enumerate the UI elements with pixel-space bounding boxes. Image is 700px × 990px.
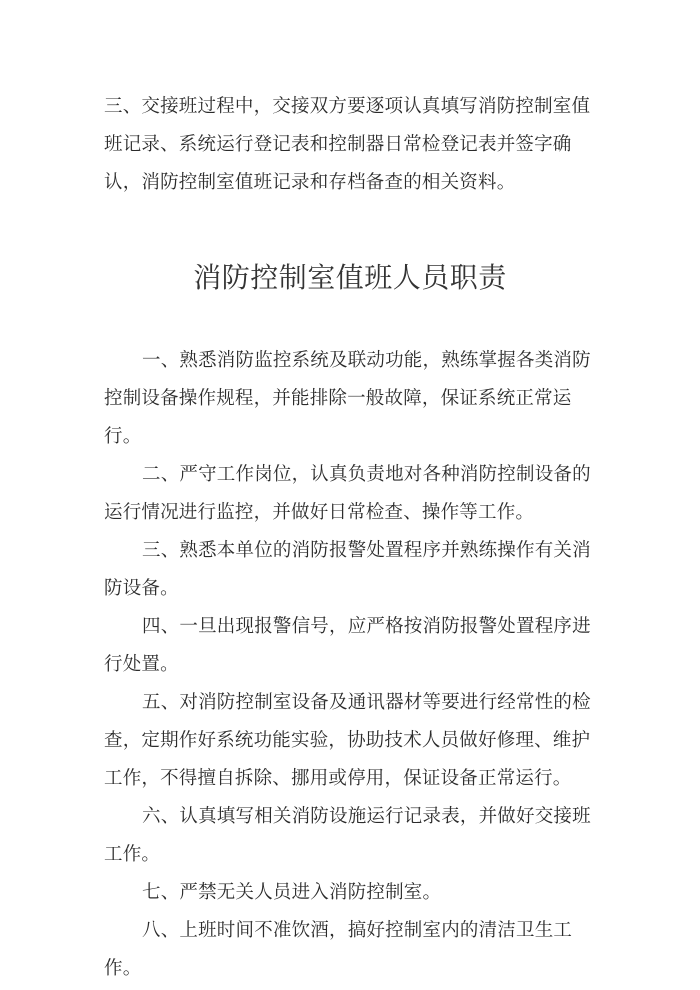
duty-item-4: 四、一旦出现报警信号，应严格按消防报警处置程序进行处置。	[104, 616, 591, 675]
duty-item-1: 一、熟悉消防监控系统及联动功能，熟练掌握各类消防控制设备操作规程，并能排除一般故障，保证系统正常运行。	[104, 350, 591, 447]
intro-section	[104, 88, 600, 202]
duty-item-7: 七、严禁无关人员进入消防控制室。	[142, 882, 442, 903]
duty-item-8: 八、上班时间不准饮酒，搞好控制室内的清洁卫生工作。	[104, 920, 573, 979]
duty-item-6: 六、认真填写相关消防设施运行记录表，并做好交接班工作。	[104, 806, 591, 865]
duty-item-2: 二、严守工作岗位，认真负责地对各种消防控制设备的运行情况进行监控，并做好日常检查、操作等工作。	[104, 464, 591, 523]
duties-list	[104, 342, 600, 988]
duty-item-5: 五、对消防控制室设备及通讯器材等要进行经常性的检查，定期作好系统功能实验，协助技术人员做好修理、维护工作，不得擅自拆除、挪用或停用，保证设备正常运行。	[104, 692, 591, 789]
intro-paragraph: 三、交接班过程中，交接双方要逐项认真填写消防控制室值班记录、系统运行登记表和控制器日常检登记表并签字确认，消防控制室值班记录和存档备查的相关资料。	[104, 96, 591, 193]
duty-item-3: 三、熟悉本单位的消防报警处置程序并熟练操作有关消防设备。	[104, 540, 591, 599]
page-title: 消防控制室值班人员职责	[193, 261, 507, 294]
